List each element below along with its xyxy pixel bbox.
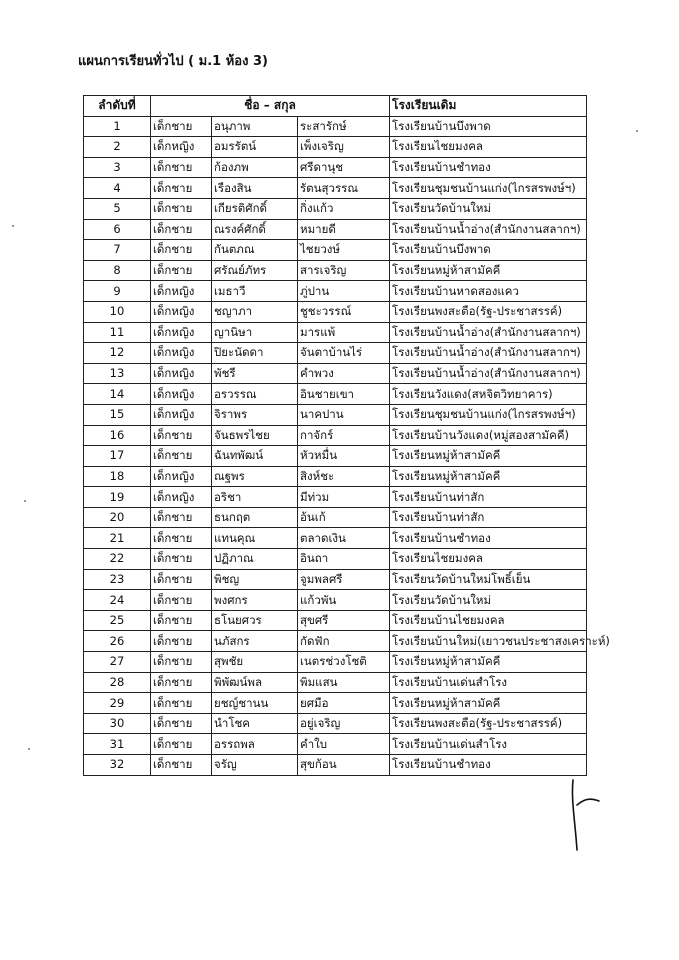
row-last-name: จูมพลศรี [298, 569, 390, 590]
table-row [84, 610, 587, 631]
table-row [84, 446, 587, 467]
row-last-name: รัตนสุวรรณ [298, 178, 390, 199]
row-last-name: ยศมือ [298, 693, 390, 714]
row-prefix: เด็กชาย [151, 240, 212, 261]
table-row [84, 137, 587, 158]
row-number: 19 [84, 487, 151, 508]
row-previous-school: โรงเรียนบ้านชำทอง [390, 528, 587, 549]
row-prefix: เด็กชาย [151, 425, 212, 446]
row-first-name: อรวรรณ [212, 384, 298, 405]
row-number: 32 [84, 755, 151, 776]
row-previous-school: โรงเรียนหมู่ห้าสามัคคี [390, 260, 587, 281]
row-prefix: เด็กหญิง [151, 281, 212, 302]
row-last-name: สุขศรี [298, 610, 390, 631]
row-prefix: เด็กชาย [151, 116, 212, 137]
table-row [84, 198, 587, 219]
row-number: 11 [84, 322, 151, 343]
row-previous-school: โรงเรียนไชยมงคล [390, 549, 587, 570]
table-header-row [84, 96, 587, 117]
row-last-name: ภู่ปาน [298, 281, 390, 302]
row-prefix: เด็กชาย [151, 631, 212, 652]
row-previous-school: โรงเรียนหมู่ห้าสามัคคี [390, 466, 587, 487]
row-prefix: เด็กหญิง [151, 322, 212, 343]
row-previous-school: โรงเรียนบ้านบึงพาด [390, 240, 587, 261]
row-previous-school: โรงเรียนพงสะตือ(รัฐ-ประชาสรรค์) [390, 301, 587, 322]
row-first-name: อรรถพล [212, 734, 298, 755]
student-roster-table [83, 95, 610, 776]
row-number: 27 [84, 652, 151, 673]
row-prefix: เด็กชาย [151, 198, 212, 219]
row-number: 30 [84, 713, 151, 734]
table-row [84, 631, 587, 652]
row-last-name: อยู่เจริญ [298, 713, 390, 734]
row-last-name: แก้วพัน [298, 590, 390, 611]
row-first-name: อริชา [212, 487, 298, 508]
row-number: 14 [84, 384, 151, 405]
table-row [84, 507, 587, 528]
row-prefix: เด็กหญิง [151, 137, 212, 158]
table-body [84, 116, 610, 775]
row-prefix: เด็กชาย [151, 672, 212, 693]
row-last-name: ตลาดเงิน [298, 528, 390, 549]
table-row [84, 343, 587, 364]
row-last-name: สุขก้อน [298, 755, 390, 776]
row-number: 26 [84, 631, 151, 652]
row-first-name: จิราพร [212, 404, 298, 425]
row-prefix: เด็กชาย [151, 528, 212, 549]
table-row [84, 693, 587, 714]
row-number: 2 [84, 137, 151, 158]
header-previous-school: โรงเรียนเดิม [390, 96, 587, 117]
row-prefix: เด็กหญิง [151, 301, 212, 322]
table-row [84, 384, 587, 405]
row-last-name: พิมแสน [298, 672, 390, 693]
row-prefix: เด็กชาย [151, 260, 212, 281]
row-number: 12 [84, 343, 151, 364]
row-first-name: อนุภาพ [212, 116, 298, 137]
row-prefix: เด็กชาย [151, 755, 212, 776]
row-previous-school: โรงเรียนบ้านชำทอง [390, 755, 587, 776]
table-row [84, 569, 587, 590]
table-row [84, 528, 587, 549]
row-number: 3 [84, 157, 151, 178]
row-previous-school: โรงเรียนบ้านวังแดง(หมู่สองสามัคคี) [390, 425, 587, 446]
row-number: 24 [84, 590, 151, 611]
row-last-name: ระสารักษ์ [298, 116, 390, 137]
row-prefix: เด็กชาย [151, 652, 212, 673]
table-row [84, 260, 587, 281]
row-last-name: กิ่งแก้ว [298, 198, 390, 219]
row-previous-school: โรงเรียนชุมชนบ้านแก่ง(ไกรสรพงษ์ฯ) [390, 404, 587, 425]
row-number: 15 [84, 404, 151, 425]
row-previous-school: โรงเรียนวัดบ้านใหม่ [390, 198, 587, 219]
row-last-name: อ้นเก้ [298, 507, 390, 528]
row-previous-school: โรงเรียนบ้านใหม่(เยาวชนประชาสงเคราะห์) [390, 631, 587, 652]
row-prefix: เด็กชาย [151, 734, 212, 755]
row-prefix: เด็กชาย [151, 549, 212, 570]
row-number: 31 [84, 734, 151, 755]
row-previous-school: โรงเรียนบ้านน้ำอ่าง(สำนักงานสลากฯ) [390, 363, 587, 384]
row-previous-school: โรงเรียนบ้านน้ำอ่าง(สำนักงานสลากฯ) [390, 322, 587, 343]
row-first-name: ฉันทพัฒน์ [212, 446, 298, 467]
row-previous-school: โรงเรียนบ้านท่าสัก [390, 487, 587, 508]
row-first-name: ปฏิภาณ [212, 549, 298, 570]
row-prefix: เด็กชาย [151, 713, 212, 734]
row-number: 22 [84, 549, 151, 570]
row-first-name: ณฐพร [212, 466, 298, 487]
table-row [84, 487, 587, 508]
row-prefix: เด็กชาย [151, 446, 212, 467]
table-row [84, 672, 587, 693]
header-order-number: ลำดับที่ [84, 96, 151, 117]
table-row [84, 363, 587, 384]
table-row [84, 301, 587, 322]
row-previous-school: โรงเรียนบ้านเด่นสำโรง [390, 672, 587, 693]
row-previous-school: โรงเรียนบ้านชำทอง [390, 157, 587, 178]
row-previous-school: โรงเรียนไชยมงคล [390, 137, 587, 158]
row-last-name: ชูชะวรรณ์ [298, 301, 390, 322]
row-first-name: พงศกร [212, 590, 298, 611]
table-row [84, 734, 587, 755]
row-previous-school: โรงเรียนบ้านน้ำอ่าง(สำนักงานสลากฯ) [390, 343, 587, 364]
row-prefix: เด็กชาย [151, 693, 212, 714]
row-previous-school: โรงเรียนบ้านท่าสัก [390, 507, 587, 528]
row-first-name: ชญาภา [212, 301, 298, 322]
row-prefix: เด็กหญิง [151, 404, 212, 425]
row-number: 1 [84, 116, 151, 137]
row-previous-school: โรงเรียนวังแดง(สหจิตวิทยาคาร) [390, 384, 587, 405]
row-last-name: คำใบ [298, 734, 390, 755]
table-row [84, 322, 587, 343]
table-row [84, 116, 587, 137]
row-first-name: พัชรี [212, 363, 298, 384]
row-first-name: ธนกฤต [212, 507, 298, 528]
row-prefix: เด็กชาย [151, 590, 212, 611]
row-first-name: นำโชค [212, 713, 298, 734]
row-first-name: ณรงค์ศักดิ์ [212, 219, 298, 240]
row-last-name: กัดฟัก [298, 631, 390, 652]
row-first-name: นภัสกร [212, 631, 298, 652]
row-number: 25 [84, 610, 151, 631]
row-last-name: ศรีดานุช [298, 157, 390, 178]
row-prefix: เด็กชาย [151, 157, 212, 178]
row-number: 9 [84, 281, 151, 302]
table-row [84, 590, 587, 611]
row-number: 7 [84, 240, 151, 261]
row-number: 18 [84, 466, 151, 487]
row-first-name: สุพชัย [212, 652, 298, 673]
table-row [84, 755, 587, 776]
row-last-name: สารเจริญ [298, 260, 390, 281]
scan-speck [636, 130, 638, 132]
row-number: 28 [84, 672, 151, 693]
scan-speck [28, 748, 30, 750]
row-last-name: ไชยวงษ์ [298, 240, 390, 261]
signature-mark [565, 775, 605, 855]
row-last-name: มารแพ้ [298, 322, 390, 343]
row-prefix: เด็กชาย [151, 178, 212, 199]
row-last-name: เนตรช่วงโชติ [298, 652, 390, 673]
row-prefix: เด็กหญิง [151, 363, 212, 384]
row-last-name: อินชายเขา [298, 384, 390, 405]
row-previous-school: โรงเรียนบ้านน้ำอ่าง(สำนักงานสลากฯ) [390, 219, 587, 240]
row-prefix: เด็กหญิง [151, 466, 212, 487]
row-last-name: เพ็งเจริญ [298, 137, 390, 158]
row-prefix: เด็กชาย [151, 610, 212, 631]
table-row [84, 219, 587, 240]
row-previous-school: โรงเรียนวัดบ้านใหม่โพธิ์เย็น [390, 569, 587, 590]
row-number: 13 [84, 363, 151, 384]
row-previous-school: โรงเรียนหมู่ห้าสามัคคี [390, 652, 587, 673]
row-number: 10 [84, 301, 151, 322]
row-last-name: หัวหมื่น [298, 446, 390, 467]
row-number: 16 [84, 425, 151, 446]
row-first-name: จันธพรไชย [212, 425, 298, 446]
row-previous-school: โรงเรียนหมู่ห้าสามัคคี [390, 693, 587, 714]
row-last-name: อินถา [298, 549, 390, 570]
row-number: 6 [84, 219, 151, 240]
row-prefix: เด็กชาย [151, 219, 212, 240]
row-first-name: อมรรัตน์ [212, 137, 298, 158]
row-number: 8 [84, 260, 151, 281]
row-last-name: จันตาบ้านไร่ [298, 343, 390, 364]
row-first-name: ก้องภพ [212, 157, 298, 178]
header-full-name: ชื่อ – สกุล [151, 96, 390, 117]
row-first-name: ศรัณย์ภัทร [212, 260, 298, 281]
row-last-name: คำพวง [298, 363, 390, 384]
row-first-name: ธโนยศวร [212, 610, 298, 631]
row-first-name: ยชญ์ชานน [212, 693, 298, 714]
table-row [84, 281, 587, 302]
row-first-name: กันตภณ [212, 240, 298, 261]
scan-speck [24, 500, 26, 502]
row-first-name: เรืองสิน [212, 178, 298, 199]
row-previous-school: โรงเรียนชุมชนบ้านแก่ง(ไกรสรพงษ์ฯ) [390, 178, 587, 199]
row-number: 4 [84, 178, 151, 199]
row-prefix: เด็กหญิง [151, 343, 212, 364]
row-first-name: เกียรติศักดิ์ [212, 198, 298, 219]
row-previous-school: โรงเรียนบ้านหาดสองแคว [390, 281, 587, 302]
table-row [84, 713, 587, 734]
row-last-name: สิงห์ชะ [298, 466, 390, 487]
table-row [84, 404, 587, 425]
page-title: แผนการเรียนทั่วไป ( ม.1 ห้อง 3) [78, 54, 268, 69]
table-row [84, 240, 587, 261]
table-row [84, 178, 587, 199]
row-prefix: เด็กหญิง [151, 384, 212, 405]
table-row [84, 652, 587, 673]
row-first-name: เมธาวี [212, 281, 298, 302]
row-last-name: กาจักร์ [298, 425, 390, 446]
row-first-name: ปิยะนัดดา [212, 343, 298, 364]
row-previous-school: โรงเรียนพงสะตือ(รัฐ-ประชาสรรค์) [390, 713, 587, 734]
row-last-name: หมายดี [298, 219, 390, 240]
row-previous-school: โรงเรียนบ้านเด่นสำโรง [390, 734, 587, 755]
table-row [84, 466, 587, 487]
row-previous-school: โรงเรียนบ้านไชยมงคล [390, 610, 587, 631]
row-number: 5 [84, 198, 151, 219]
table-row [84, 157, 587, 178]
row-first-name: แทนคุณ [212, 528, 298, 549]
row-first-name: จรัญ [212, 755, 298, 776]
row-number: 21 [84, 528, 151, 549]
row-previous-school: โรงเรียนหมู่ห้าสามัคคี [390, 446, 587, 467]
row-prefix: เด็กหญิง [151, 487, 212, 508]
row-first-name: พิพัฒน์พล [212, 672, 298, 693]
row-previous-school: โรงเรียนวัดบ้านใหม่ [390, 590, 587, 611]
row-number: 20 [84, 507, 151, 528]
row-number: 23 [84, 569, 151, 590]
row-first-name: พิชญ [212, 569, 298, 590]
row-prefix: เด็กชาย [151, 507, 212, 528]
row-last-name: นาคปาน [298, 404, 390, 425]
row-prefix: เด็กชาย [151, 569, 212, 590]
scan-speck [12, 225, 14, 227]
row-number: 17 [84, 446, 151, 467]
table-row [84, 549, 587, 570]
row-first-name: ญานิษา [212, 322, 298, 343]
table-row [84, 425, 587, 446]
row-previous-school: โรงเรียนบ้านบึงพาด [390, 116, 587, 137]
row-number: 29 [84, 693, 151, 714]
row-last-name: มีท่วม [298, 487, 390, 508]
